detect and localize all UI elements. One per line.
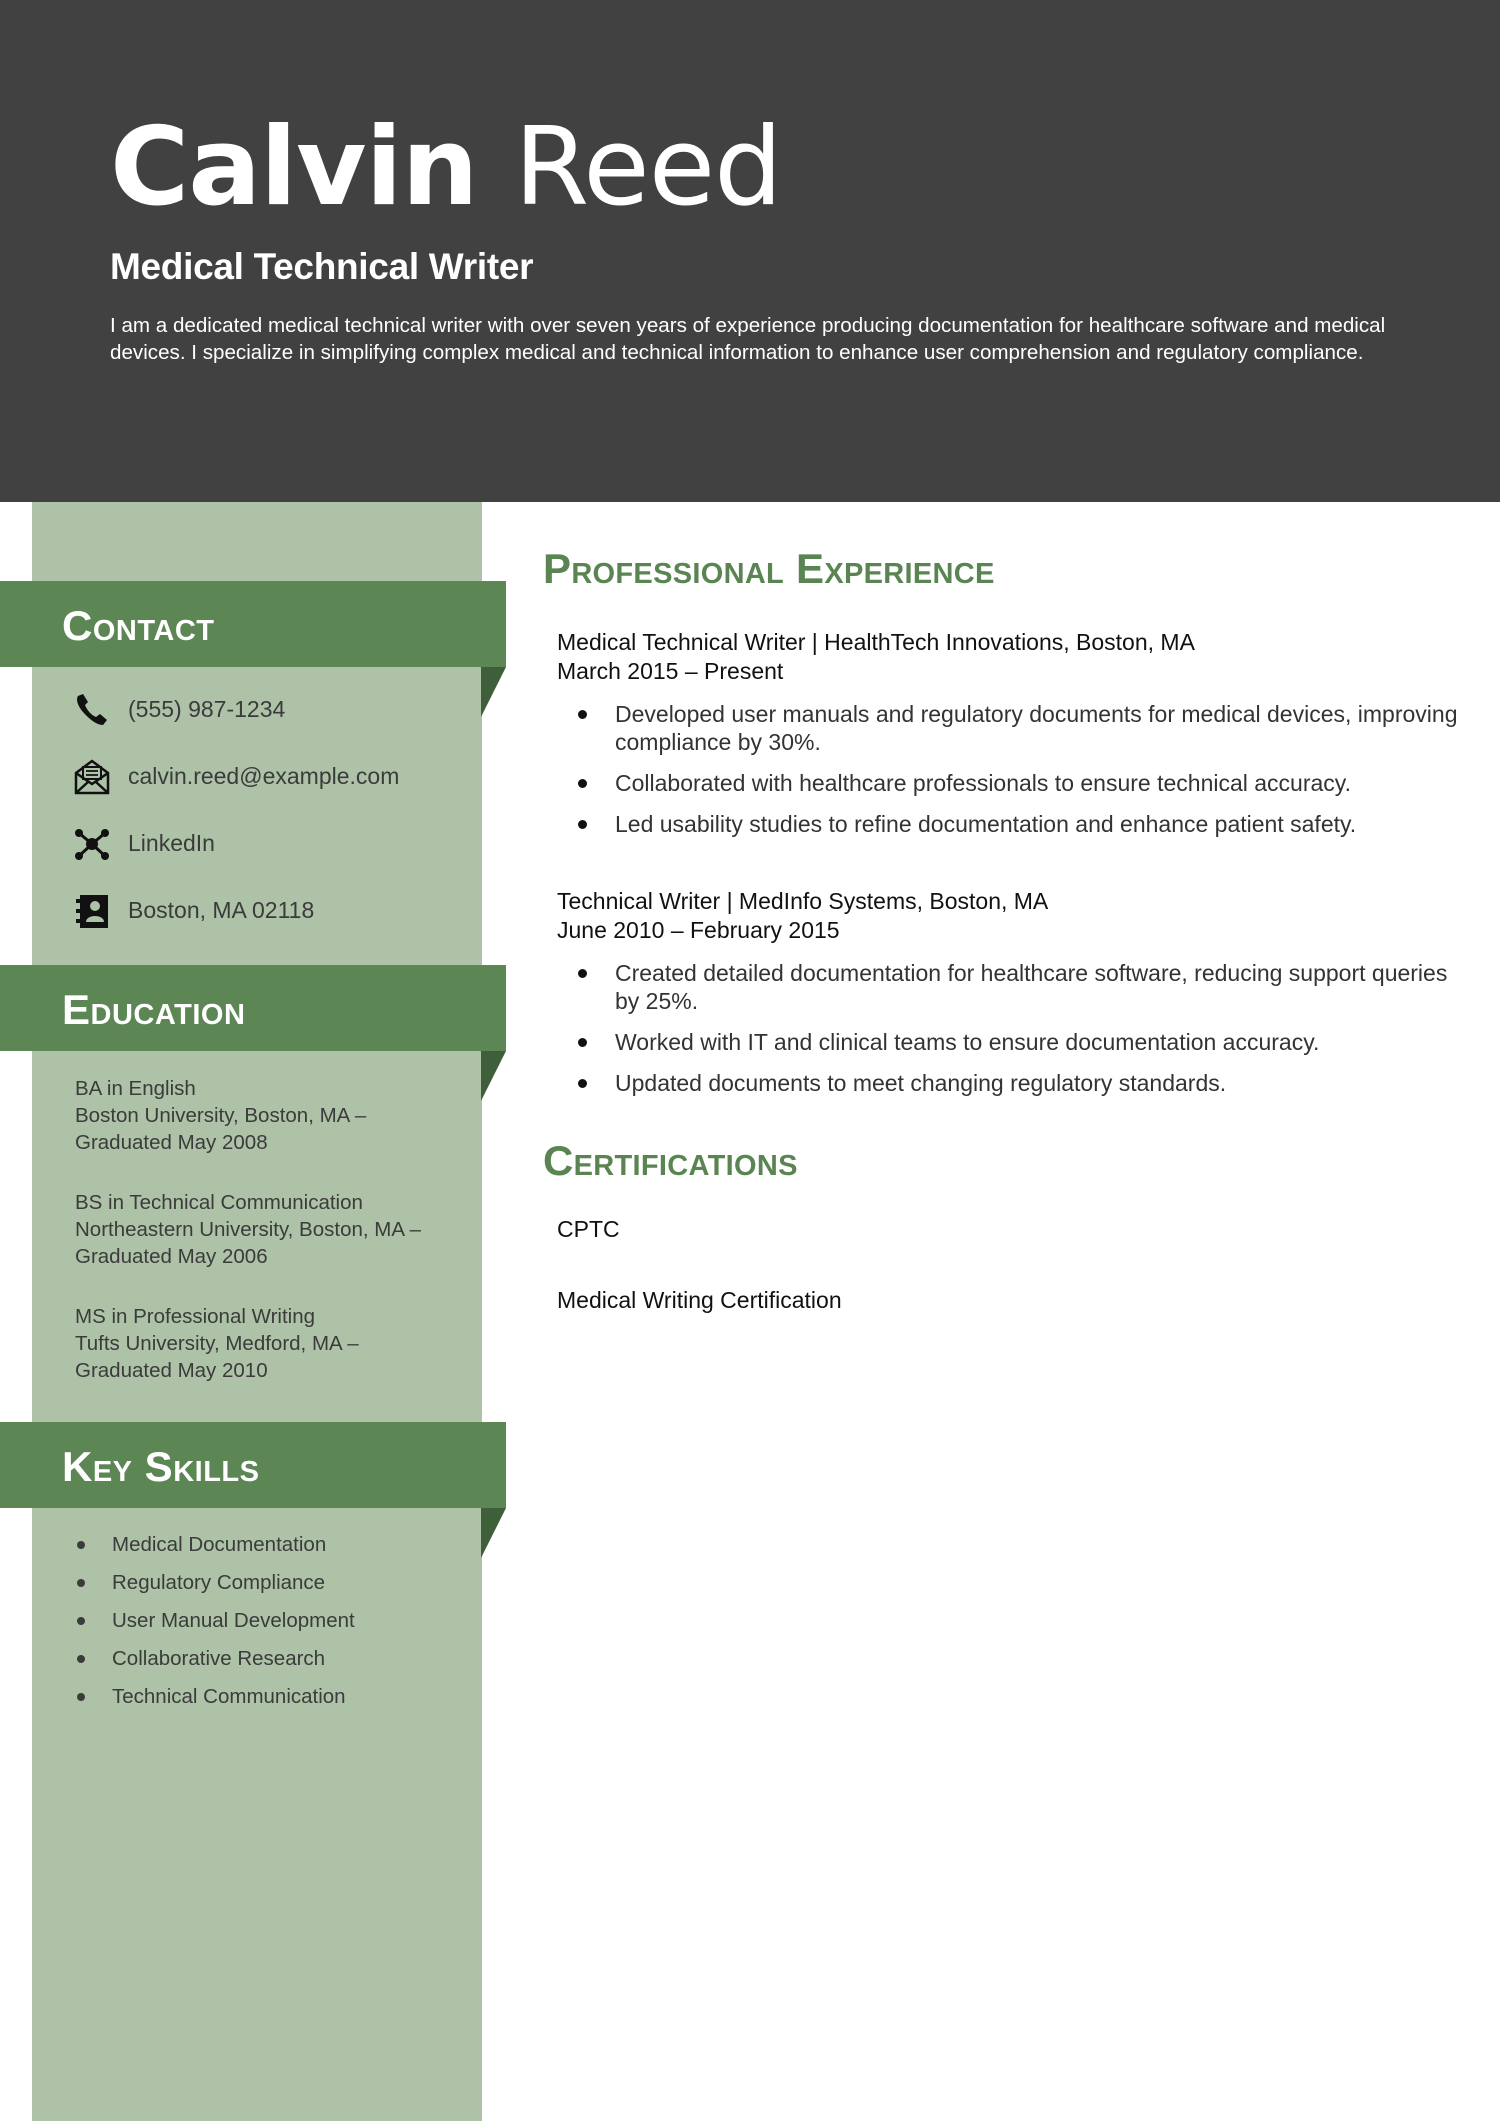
job-title: Medical Technical Writer [110, 246, 534, 287]
phone-text: (555) 987-1234 [128, 696, 286, 722]
education-date: Graduated May 2008 [75, 1131, 268, 1154]
certification-item: CPTC [557, 1216, 620, 1242]
network-icon [72, 824, 112, 864]
address-text: Boston, MA 02118 [128, 897, 315, 923]
education-degree: BA in English [75, 1077, 196, 1100]
education-degree: MS in Professional Writing [75, 1305, 316, 1328]
phone-icon [72, 690, 112, 730]
job-bullet: Led usability studies to refine documentation and enhance patient safety. [557, 810, 1475, 838]
skills-banner [0, 1422, 506, 1508]
skill-item: Technical Communication [72, 1682, 472, 1720]
education-date: Graduated May 2010 [75, 1359, 268, 1382]
contact-phone[interactable] [72, 690, 472, 757]
job-title-line: Medical Technical Writer | HealthTech Innovations, Boston, MA [557, 629, 1195, 655]
education-entry [75, 1303, 475, 1384]
contact-linkedin[interactable] [72, 824, 472, 891]
job-bullets [557, 959, 1457, 1097]
contact-heading: Contact [62, 602, 215, 649]
job-dates: June 2010 – February 2015 [557, 917, 840, 943]
contact-list [72, 690, 472, 958]
profile-summary: I am a dedicated medical technical writer with over seven years of experience producing documentation for healthcare software and medical devices. I specialize in simplifying complex medical and technical information to enhance user comprehension and regulatory compliance. [110, 314, 1386, 364]
job-bullet: Updated documents to meet changing regulatory standards. [557, 1069, 1475, 1097]
envelope-icon [72, 757, 112, 797]
contact-banner-fold [481, 667, 506, 717]
education-heading: Education [62, 986, 246, 1033]
email-text: calvin.reed@example.com [128, 763, 400, 789]
education-school: Boston University, Boston, MA – [75, 1104, 367, 1127]
skills-list [72, 1530, 472, 1720]
job-dates: March 2015 – Present [557, 658, 784, 684]
education-banner [0, 965, 506, 1051]
certifications-heading: Certifications [543, 1137, 798, 1184]
last-name: Reed [514, 105, 782, 230]
job-bullet: Collaborated with healthcare professionals to ensure technical accuracy. [557, 769, 1475, 797]
job-entry [557, 628, 1457, 851]
header-banner [0, 0, 1500, 502]
skill-item: Collaborative Research [72, 1644, 472, 1682]
skill-item: Regulatory Compliance [72, 1568, 472, 1606]
job-title-line: Technical Writer | MedInfo Systems, Boston, MA [557, 888, 1049, 914]
job-entry [557, 887, 1457, 1110]
skills-heading: Key Skills [62, 1443, 260, 1490]
education-school: Northeastern University, Boston, MA – [75, 1218, 421, 1241]
job-bullets [557, 700, 1457, 838]
candidate-name [110, 106, 782, 230]
job-bullet: Created detailed documentation for healthcare software, reducing support queries by 25%. [557, 959, 1475, 1015]
skill-item: User Manual Development [72, 1606, 472, 1644]
first-name: Calvin [110, 105, 478, 230]
contact-email[interactable] [72, 757, 472, 824]
experience-heading: Professional Experience [543, 545, 995, 592]
contact-address [72, 891, 472, 958]
job-bullet: Developed user manuals and regulatory documents for medical devices, improving compliance by 30%. [557, 700, 1475, 756]
education-school: Tufts University, Medford, MA – [75, 1332, 359, 1355]
education-banner-fold [481, 1051, 506, 1101]
skills-banner-fold [481, 1508, 506, 1558]
address-book-icon [72, 891, 112, 931]
education-entry [75, 1075, 475, 1156]
skill-item: Medical Documentation [72, 1530, 472, 1568]
education-date: Graduated May 2006 [75, 1245, 268, 1268]
contact-banner [0, 581, 506, 667]
education-entry [75, 1189, 475, 1270]
job-bullet: Worked with IT and clinical teams to ensure documentation accuracy. [557, 1028, 1475, 1056]
certification-item: Medical Writing Certification [557, 1287, 842, 1313]
education-degree: BS in Technical Communication [75, 1191, 363, 1214]
linkedin-text: LinkedIn [128, 830, 215, 856]
